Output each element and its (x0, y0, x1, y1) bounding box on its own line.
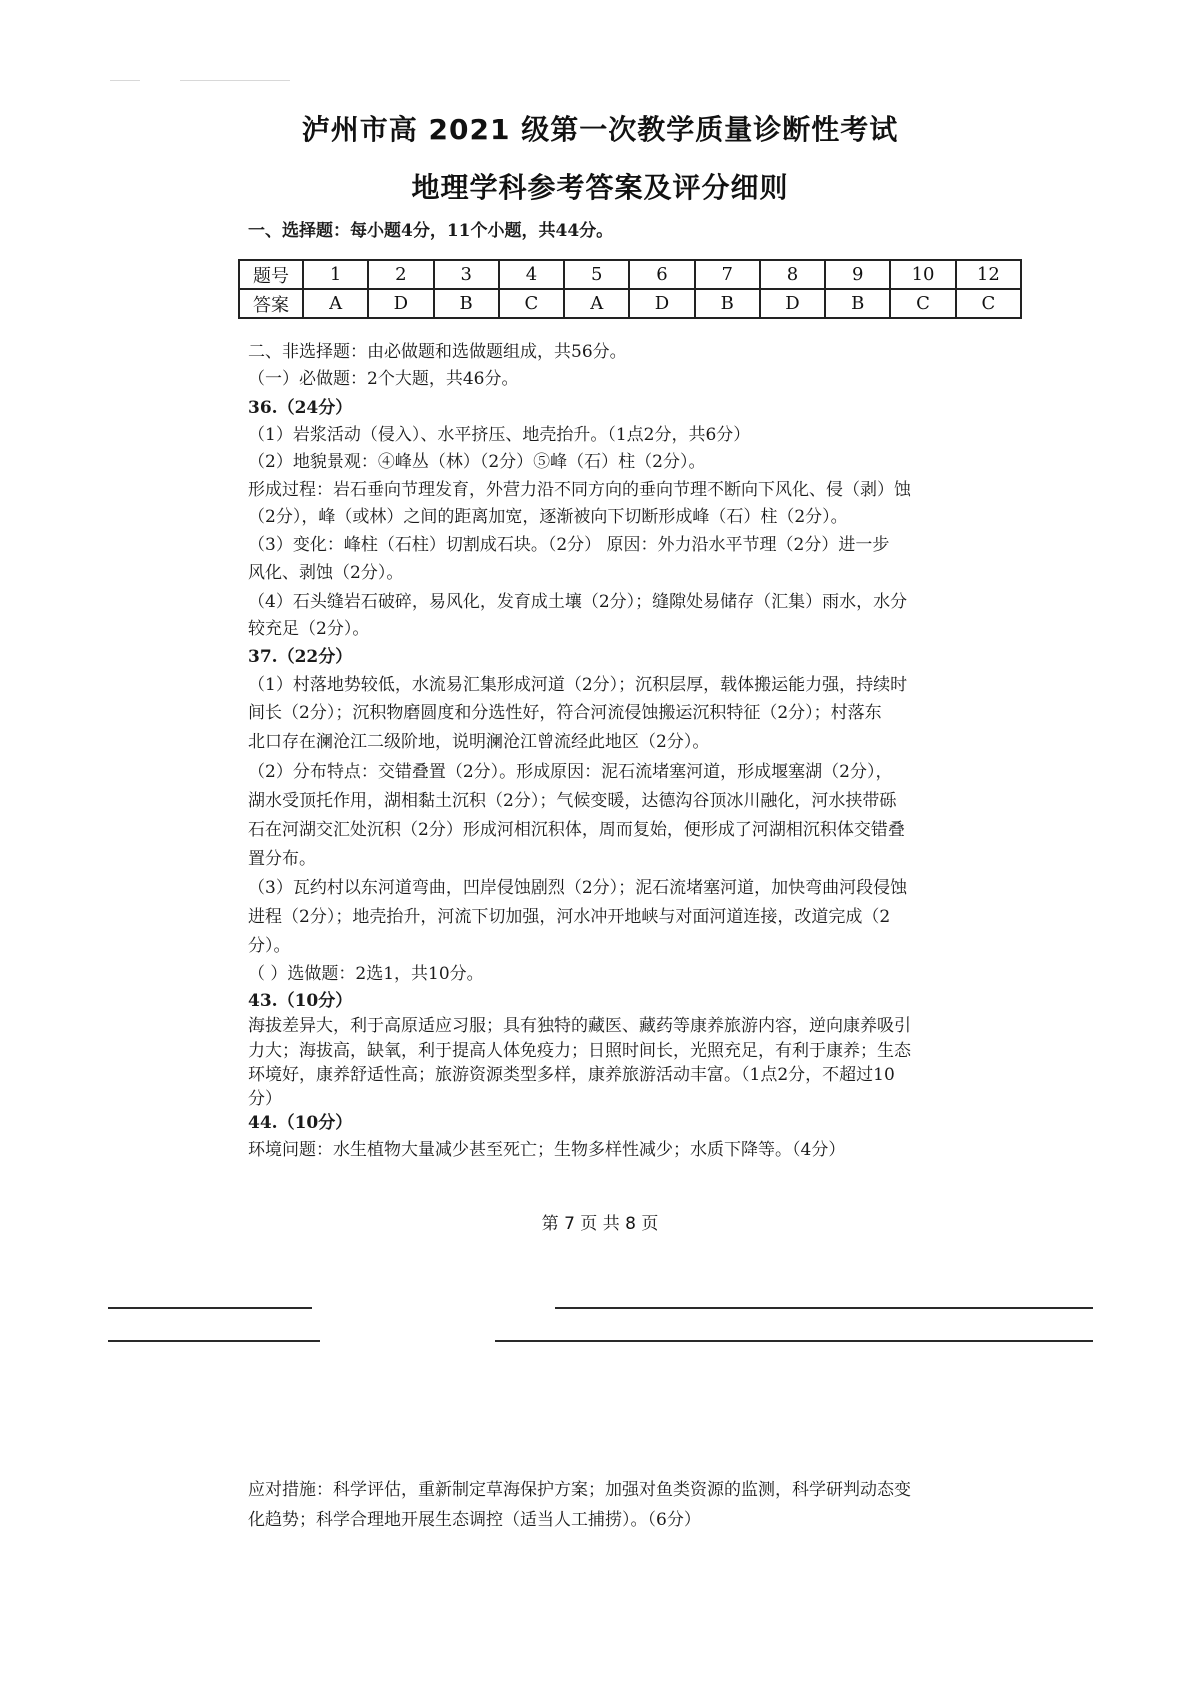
text-line: 间长（2分）；沉积物磨圆度和分选性好，符合河流侵蚀搬运沉积特征（2分）；村落东 (248, 703, 882, 723)
table-cell: 9 (825, 260, 890, 289)
table-cell: D (368, 289, 433, 318)
table-cell: 5 (564, 260, 629, 289)
divider-line (495, 1340, 1093, 1342)
text-line: 环境问题：水生植物大量减少甚至死亡；生物多样性减少；水质下降等。（4分） (248, 1140, 846, 1160)
table-cell: 12 (956, 260, 1021, 289)
text-line: 置分布。 (248, 849, 316, 869)
text-line: 形成过程：岩石垂向节理发育，外营力沿不同方向的垂向节理不断向下风化、侵（剥）蚀 (248, 480, 911, 500)
text-line: 北口存在澜沧江二级阶地，说明澜沧江曾流经此地区（2分）。 (248, 732, 710, 752)
table-row-questions (239, 260, 1021, 289)
question-heading: 43.（10分） (248, 991, 353, 1011)
text-line: （ ）选做题：2选1，共10分。 (248, 964, 484, 984)
table-cell: A (303, 289, 368, 318)
text-line: 较充足（2分）。 (248, 619, 370, 639)
table-cell: 7 (695, 260, 760, 289)
table-cell: B (825, 289, 890, 318)
document-subtitle: 地理学科参考答案及评分细则 (411, 171, 789, 204)
text-line: 力大；海拔高，缺氧，利于提高人体免疫力；日照时间长，光照充足，有利于康养；生态 (248, 1041, 911, 1061)
divider-line (108, 1340, 320, 1342)
text-line: （2分），峰（或林）之间的距离加宽，逐渐被向下切断形成峰（石）柱（2分）。 (248, 507, 848, 527)
question-heading: 36.（24分） (248, 398, 353, 418)
text-line: 环境好，康养舒适性高；旅游资源类型多样，康养旅游活动丰富。（1点2分，不超过10 (248, 1065, 895, 1085)
table-cell: A (564, 289, 629, 318)
text-line: （2）地貌景观：④峰丛（林）（2分）⑤峰（石）柱（2分）。 (248, 452, 706, 472)
text-line: （1）岩浆活动（侵入）、水平挤压、地壳抬升。（1点2分，共6分） (248, 425, 751, 445)
text-line: （2）分布特点：交错叠置（2分）。形成原因：泥石流堵塞河道，形成堰塞湖（2分）， (248, 762, 893, 782)
table-cell: 4 (499, 260, 564, 289)
text-line: 二、非选择题：由必做题和选做题组成，共56分。 (248, 342, 627, 362)
scan-speck (180, 80, 290, 81)
text-line: 分）。 (248, 936, 291, 956)
table-cell: C (499, 289, 564, 318)
page-number: 第 7 页 共 8 页 (541, 1214, 659, 1234)
divider-line (555, 1307, 1093, 1309)
text-line: 风化、剥蚀（2分）。 (248, 563, 404, 583)
table-cell: 1 (303, 260, 368, 289)
table-cell: 3 (434, 260, 499, 289)
question-heading: 44.（10分） (248, 1113, 353, 1133)
table-cell: C (890, 289, 955, 318)
table-cell: 10 (890, 260, 955, 289)
table-cell: D (760, 289, 825, 318)
answer-table (238, 259, 1022, 319)
text-line: 湖水受顶托作用，湖相黏土沉积（2分）；气候变暖，达德沟谷顶冰川融化，河水挟带砾 (248, 791, 897, 811)
text-line: （4）石头缝岩石破碎，易风化，发育成土壤（2分）；缝隙处易储存（汇集）雨水，水分 (248, 592, 908, 612)
table-cell: B (695, 289, 760, 318)
table-cell-header: 题号 (239, 260, 303, 289)
question-heading: 37.（22分） (248, 647, 353, 667)
table-row-answers (239, 289, 1021, 318)
text-line: 进程（2分）；地壳抬升，河流下切加强，河水冲开地峡与对面河道连接，改道完成（2 (248, 907, 891, 927)
text-line: （1）村落地势较低，水流易汇集形成河道（2分）；沉积层厚，载体搬运能力强，持续时 (248, 675, 908, 695)
table-cell: 8 (760, 260, 825, 289)
divider-line (108, 1307, 312, 1309)
text-line: 分） (248, 1089, 282, 1109)
text-line: 化趋势；科学合理地开展生态调控（适当人工捕捞）。（6分） (248, 1510, 701, 1530)
text-line: （3）瓦约村以东河道弯曲，凹岸侵蚀剧烈（2分）；泥石流堵塞河道，加快弯曲河段侵蚀 (248, 878, 908, 898)
table-cell: C (956, 289, 1021, 318)
section-heading-choice: 一、选择题：每小题4分，11个小题，共44分。 (248, 221, 614, 241)
text-line: 海拔差异大，利于高原适应习服；具有独特的藏医、藏药等康养旅游内容，逆向康养吸引 (248, 1016, 911, 1036)
document-title: 泸州市高 2021 级第一次教学质量诊断性考试 (301, 113, 899, 146)
table-cell: 6 (629, 260, 694, 289)
text-line: （一）必做题：2个大题，共46分。 (248, 369, 519, 389)
table-cell: 2 (368, 260, 433, 289)
table-cell-header: 答案 (239, 289, 303, 318)
text-line: 石在河湖交汇处沉积（2分）形成河相沉积体，周而复始，便形成了河湖相沉积体交错叠 (248, 820, 905, 840)
text-line: （3）变化：峰柱（石柱）切割成石块。（2分） 原因：外力沿水平节理（2分）进一步 (248, 535, 890, 555)
scan-speck (110, 80, 140, 81)
table-cell: B (434, 289, 499, 318)
text-line: 应对措施：科学评估，重新制定草海保护方案；加强对鱼类资源的监测，科学研判动态变 (248, 1480, 911, 1500)
table-cell: D (629, 289, 694, 318)
